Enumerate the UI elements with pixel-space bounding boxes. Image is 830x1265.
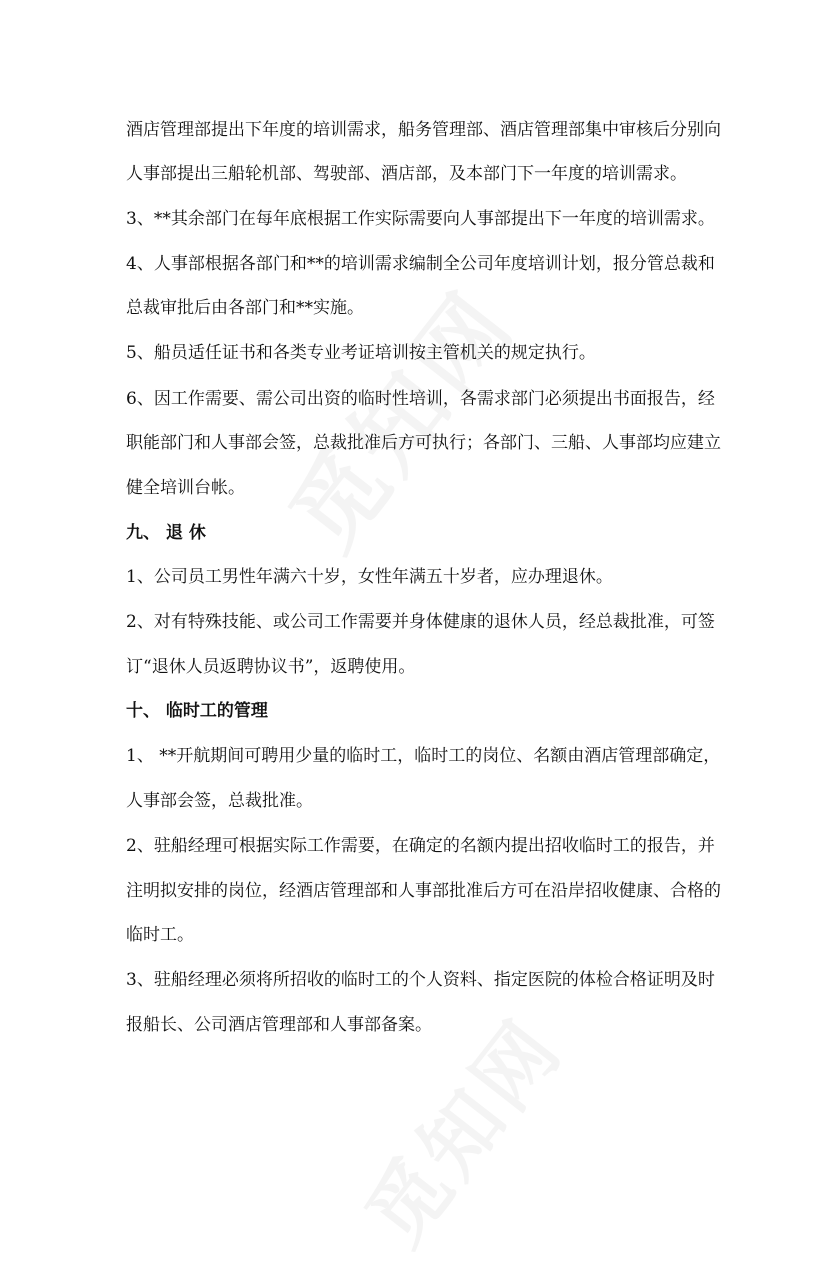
paragraph-line: 报船长、公司酒店管理部和人事部备案。 [126, 1015, 432, 1035]
paragraph-line: 2、对有特殊技能、或公司工作需要并身体健康的退休人员，经总裁批准，可签 [126, 612, 715, 632]
paragraph-line: 2、驻船经理可根据实际工作需要，在确定的名额内提出招收临时工的报告，并 [126, 836, 715, 856]
paragraph-line: 6、因工作需要、需公司出资的临时性培训，各需求部门必须提出书面报告，经 [126, 389, 715, 409]
paragraph-line: 人事部会签，总裁批准。 [126, 791, 313, 811]
paragraph-line: 订“退休人员返聘协议书”，返聘使用。 [126, 657, 416, 677]
paragraph-line: 健全培训台帐。 [126, 478, 245, 498]
section-heading-retirement: 九、 退 休 [126, 523, 206, 543]
paragraph-line: 5、船员适任证书和各类专业考证培训按主管机关的规定执行。 [126, 343, 596, 363]
paragraph-line: 人事部提出三船轮机部、驾驶部、酒店部，及本部门下一年度的培训需求。 [126, 164, 687, 184]
paragraph-line: 3、驻船经理必须将所招收的临时工的个人资料、指定医院的体检合格证明及时 [126, 970, 715, 990]
paragraph-line: 总裁审批后由各部门和**实施。 [126, 298, 364, 318]
paragraph-line: 职能部门和人事部会签，总裁批准后方可执行；各部门、三船、人事部均应建立 [126, 433, 721, 453]
paragraph-line: 4、人事部根据各部门和**的培训需求编制全公司年度培训计划，报分管总裁和 [126, 254, 715, 274]
paragraph-line: 临时工。 [126, 925, 194, 945]
paragraph-line: 注明拟安排的岗位，经酒店管理部和人事部批准后方可在沿岸招收健康、合格的 [126, 881, 721, 901]
paragraph-line: 酒店管理部提出下年度的培训需求，船务管理部、酒店管理部集中审核后分别向 [126, 120, 721, 140]
paragraph-line: 1、公司员工男性年满六十岁，女性年满五十岁者，应办理退休。 [126, 567, 613, 587]
paragraph-line: 1、 **开航期间可聘用少量的临时工，临时工的岗位、名额由酒店管理部确定， [126, 746, 721, 766]
section-heading-temporary-workers: 十、 临时工的管理 [126, 701, 268, 721]
paragraph-line: 3、**其余部门在每年底根据工作实际需要向人事部提出下一年度的培训需求。 [126, 209, 715, 229]
